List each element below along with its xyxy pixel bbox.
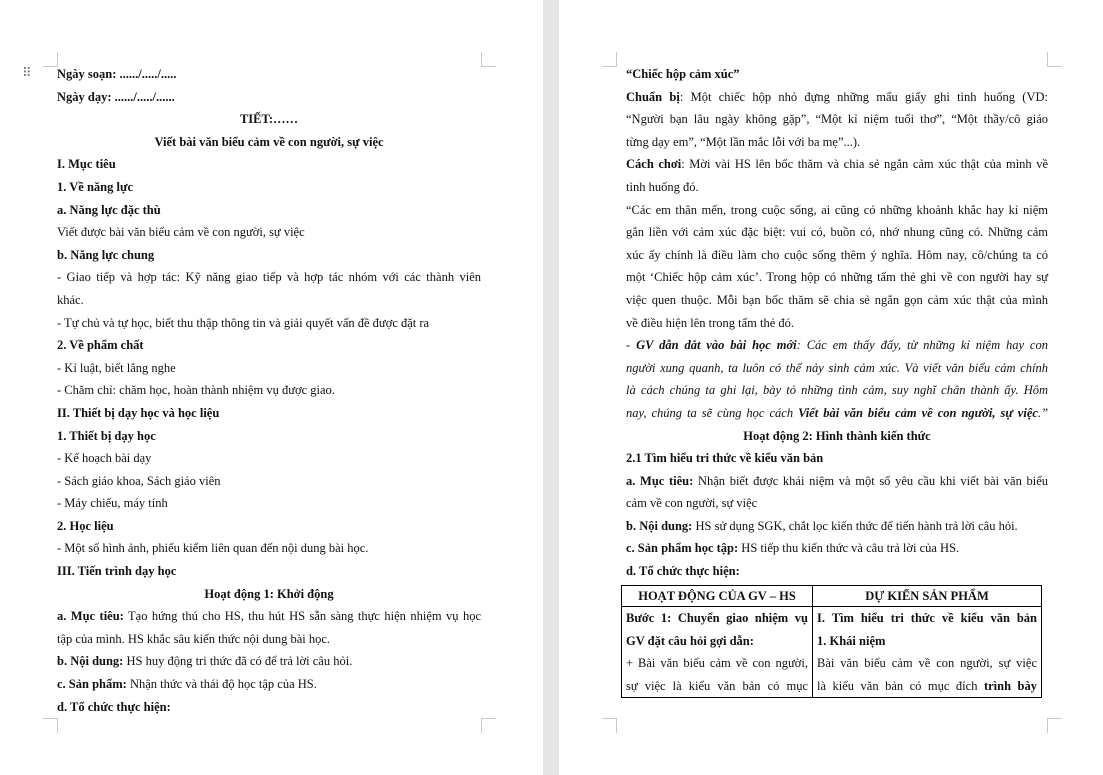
text-run: GV đặt câu hỏi gợi dẫn: — [626, 633, 754, 648]
text-run: TIẾT:…… — [239, 112, 299, 127]
margin-mark-top-left — [43, 52, 58, 67]
text-line — [57, 425, 481, 448]
text-run: - Kế hoạch bài dạy — [57, 451, 152, 466]
text-run: 2. Về phẩm chất — [57, 338, 144, 353]
text-line — [626, 63, 1048, 86]
text-run: Bài văn biểu cảm về con người, sự việc — [817, 656, 1037, 671]
table-header-cell: HOẠT ĐỘNG CỦA GV – HS — [622, 586, 813, 607]
text-run: 2. Học liệu — [57, 518, 114, 533]
table-cell-gv-hs — [622, 607, 813, 698]
text-run: việc quen thuộc. Mỗi bạn bốc thăm sẽ chia sẻ ngắn gọn cảm xúc thật của mình — [626, 292, 1048, 307]
text-run: - Kỉ luật, biết lắng nghe — [57, 360, 176, 375]
text-line — [57, 266, 481, 289]
text-line — [626, 447, 1048, 470]
text-run: là kiểu văn bản có mục đích — [817, 678, 984, 693]
text-run: Ngày soạn: ....../...../..... — [57, 67, 177, 81]
text-run: khác. — [57, 292, 84, 307]
text-line — [57, 447, 481, 470]
text-run: .” — [1037, 405, 1049, 420]
margin-mark-top-right — [1047, 52, 1062, 67]
text-run: tập của mình. HS khắc sâu kiến thức nội dung bài học. — [57, 631, 331, 646]
text-line — [57, 650, 481, 673]
text-run: “Các em thân mến, trong cuộc sống, ai cũng có những khoảnh khắc hay kỉ niệm — [626, 202, 1048, 217]
text-run: Cách chơi — [626, 157, 682, 172]
text-run: người xung quanh, ta luôn có thể nảy sinh cảm xúc. Và viết văn biểu cảm chính — [626, 360, 1048, 375]
text-run: là cách chúng ta ghi lại, bày tỏ những tình cảm, suy nghĩ chân thành ấy. Hôm — [626, 383, 1048, 398]
text-line — [57, 605, 481, 628]
text-line — [57, 357, 481, 380]
text-line — [57, 153, 481, 176]
text-run: - — [626, 338, 637, 353]
text-run: nay, chúng ta sẽ cùng học cách — [626, 405, 799, 420]
text-line — [57, 379, 481, 402]
text-run: “Chiếc hộp cảm xúc” — [626, 67, 740, 81]
text-line — [57, 515, 481, 538]
text-line — [626, 244, 1048, 267]
text-line — [626, 221, 1048, 244]
text-line — [626, 108, 1048, 131]
text-run: c. Sản phẩm học tập: — [626, 541, 739, 556]
text-run: d. Tổ chức thực hiện: — [57, 699, 171, 714]
text-run: - Máy chiếu, máy tính — [57, 496, 168, 511]
text-line — [57, 696, 481, 719]
text-run: trình bày — [983, 678, 1037, 693]
margin-mark-bottom-left — [602, 718, 617, 733]
text-line — [626, 630, 808, 653]
text-run: III. Tiến trình dạy học — [57, 564, 177, 579]
text-run: Viết được bài văn biểu cảm về con người, sự việc — [57, 225, 305, 240]
text-line — [57, 560, 481, 583]
table-header-row — [622, 586, 1042, 607]
text-run: HS sử dụng SGK, chắt lọc kiến thức để tiến hành trả lời câu hỏi. — [692, 518, 1018, 533]
text-line — [817, 607, 1037, 630]
text-run: HS huy động tri thức đã có để trả lời câu hỏi. — [123, 654, 353, 669]
text-line — [626, 607, 808, 630]
text-line — [57, 289, 481, 312]
text-line — [626, 402, 1048, 425]
text-line — [57, 63, 481, 86]
text-line — [57, 131, 481, 154]
margin-mark-bottom-right — [481, 718, 496, 733]
text-line — [57, 402, 481, 425]
margin-mark-bottom-right — [1047, 718, 1062, 733]
text-run: Bước 1: Chuyển giao nhiệm vụ — [626, 611, 808, 625]
text-run: II. Thiết bị dạy học và học liệu — [57, 405, 220, 420]
text-run: từng dạy em”, “Một lần mắc lỗi với ba mẹ”...). — [626, 134, 861, 149]
activity-table — [621, 585, 1042, 698]
text-run: d. Tổ chức thực hiện: — [626, 564, 740, 579]
text-run: a. Năng lực đặc thù — [57, 202, 161, 217]
table-row — [622, 607, 1042, 698]
text-run: - Tự chủ và tự học, biết thu thập thông tin và giải quyết vấn đề được đặt ra — [57, 315, 430, 330]
text-run: 1. Thiết bị dạy học — [57, 428, 156, 443]
margin-mark-top-right — [481, 52, 496, 67]
text-line — [626, 334, 1048, 357]
text-line — [817, 630, 1037, 653]
text-line — [626, 289, 1048, 312]
text-run: - Chăm chỉ: chăm học, hoàn thành nhiệm vụ được giao. — [57, 383, 335, 398]
text-run: c. Sản phẩm: — [57, 677, 127, 692]
text-run: - Một số hình ảnh, phiếu kiểm liên quan đến nội dung bài học. — [57, 541, 369, 556]
text-line — [57, 537, 481, 560]
text-line — [626, 537, 1048, 560]
text-line — [626, 675, 808, 698]
text-run: GV dẫn dắt vào bài học mới — [636, 338, 797, 353]
text-line — [626, 176, 1048, 199]
text-run: - Sách giáo khoa, Sách giáo viên — [57, 473, 221, 488]
text-line — [626, 153, 1048, 176]
text-run: Viết bài văn biểu cảm về con người, sự việc — [154, 134, 384, 149]
text-run: + Bài văn biểu cảm về con người, — [626, 656, 808, 671]
table-header-cell: DỰ KIẾN SẢN PHẨM — [813, 586, 1042, 607]
text-run: 1. Về năng lực — [57, 179, 134, 194]
left-page-text — [57, 63, 481, 718]
text-line — [57, 628, 481, 651]
text-run: Tạo hứng thú cho HS, thu hút HS sẵn sàng thực hiện nhiệm vụ học — [123, 609, 481, 624]
text-line — [626, 199, 1048, 222]
right-page-text — [626, 63, 1048, 583]
text-run: a. Mục tiêu: — [57, 609, 124, 624]
text-run: sự việc là kiểu văn bản có mục — [626, 678, 808, 693]
text-line — [626, 515, 1048, 538]
text-line — [626, 470, 1048, 493]
margin-mark-bottom-left — [43, 718, 58, 733]
text-line — [626, 492, 1048, 515]
text-run: về điều hiện lên trong tấm thẻ đó. — [626, 315, 795, 330]
text-run: Nhận thức và thái độ học tập của HS. — [126, 677, 317, 692]
text-run: 2.1 Tìm hiểu tri thức về kiểu văn bản — [626, 451, 824, 466]
text-line — [626, 357, 1048, 380]
text-run: HS tiếp thu kiến thức và câu trả lời của HS. — [738, 541, 960, 556]
text-line — [626, 379, 1048, 402]
text-run: - Giao tiếp và hợp tác: Kỹ năng giao tiếp và hợp tác nhóm với các thành viên — [57, 270, 481, 285]
text-line — [57, 244, 481, 267]
text-run: b. Năng lực chung — [57, 247, 155, 262]
text-line — [626, 560, 1048, 583]
text-line — [626, 131, 1048, 154]
page-gutter — [543, 0, 559, 775]
text-line — [57, 312, 481, 335]
margin-mark-top-left — [602, 52, 617, 67]
text-run: : Mời vài HS lên bốc thăm và chia sẻ ngắn cảm xúc thật của mình về — [681, 157, 1049, 172]
text-run: Nhận biết được khái niệm và một số yêu cầu khi viết bài văn biểu — [693, 473, 1048, 488]
text-run: Viết bài văn biểu cảm về con người, sự việc — [798, 405, 1038, 420]
text-line — [626, 312, 1048, 335]
text-line — [57, 108, 481, 131]
text-line — [626, 425, 1048, 448]
text-run: gắn liền với cảm xúc đặc biệt: vui có, buồn có, nhớ nhung cũng có. Những cảm — [626, 225, 1048, 240]
text-line — [57, 176, 481, 199]
text-line — [626, 266, 1048, 289]
text-line — [57, 221, 481, 244]
text-run: I. Mục tiêu — [57, 157, 116, 172]
text-line — [57, 199, 481, 222]
text-run: Chuẩn bị — [626, 89, 680, 104]
text-run: cảm về con người, sự việc — [626, 496, 758, 511]
text-line — [57, 492, 481, 515]
text-run: “Người bạn lâu ngày không gặp”, “Một kỉ niệm tuổi thơ”, “Một thầy/cô giáo — [626, 112, 1048, 127]
text-line — [626, 86, 1048, 109]
text-run: Hoạt động 2: Hình thành kiến thức — [743, 428, 931, 443]
text-line — [57, 583, 481, 606]
text-run: Hoạt động 1: Khởi động — [204, 586, 334, 601]
text-line — [57, 86, 481, 109]
text-line — [57, 673, 481, 696]
text-run: một ‘Chiếc hộp cảm xúc’. Trong hộp có những tấm thẻ ghi về con người hay sự — [626, 270, 1048, 285]
text-run: b. Nội dung: — [626, 518, 693, 533]
text-run: : Các em thấy đấy, từ những kỉ niệm hay con — [796, 338, 1048, 353]
text-run: I. Tìm hiểu tri thức về kiểu văn bản — [817, 611, 1037, 625]
table-cell-san-pham — [813, 607, 1042, 698]
text-run: tình huống đó. — [626, 179, 699, 194]
drag-handle-icon[interactable]: ⠿ — [22, 66, 33, 81]
text-run: 1. Khái niệm — [817, 633, 886, 648]
text-run: : Một chiếc hộp nhỏ đựng những mẩu giấy ghi tình huống (VD: — [679, 89, 1048, 104]
text-run: xúc ấy chính là điều làm cho cuộc sống thêm ý nghĩa. Hôm nay, cô/chúng ta có — [626, 247, 1048, 262]
text-run: Ngày dạy: ....../...../...... — [57, 89, 175, 104]
text-line — [817, 652, 1037, 675]
text-line — [57, 334, 481, 357]
text-run: b. Nội dung: — [57, 654, 124, 669]
text-line — [57, 470, 481, 493]
text-run: a. Mục tiêu: — [626, 473, 694, 488]
text-line — [817, 675, 1037, 698]
text-line — [626, 652, 808, 675]
